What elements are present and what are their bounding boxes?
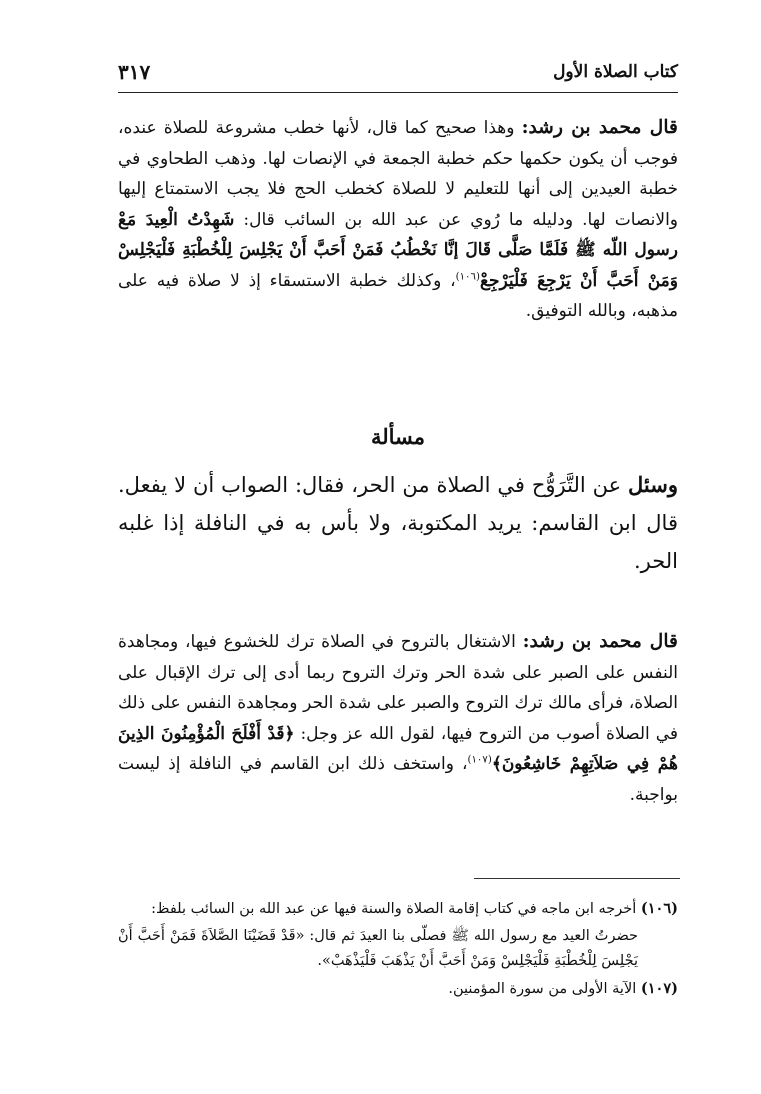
footnote-number: (١٠٦)	[640, 900, 678, 917]
speaker-label: قال محمد بن رشد:	[521, 116, 678, 138]
header-title: كتاب الصلاة الأول	[553, 62, 678, 82]
question-paragraph	[118, 466, 678, 580]
commentary-paragraph-2	[118, 626, 678, 810]
paragraph-text-part: وهذا صحيح كما قال، لأنها خطب مشروعة للصلاة عنده، فوجب أن يكون حكمها حكم خطبة الجمعة في الإنصات لها. وذهب الطحاوي في خطبة العيدين إلى أنها للتعليم لا للصلاة كخطب الحج فلا يجب الاستمتاع إليها والانصات لها. ودليله ما رُوي عن عبد الله بن السائب قال:	[118, 118, 678, 230]
footnote-reference: (١٠٧)	[467, 754, 492, 766]
footnote-divider	[474, 878, 680, 879]
paragraph-text	[118, 466, 678, 580]
lead-word: وسئل	[628, 472, 678, 497]
speaker-label: قال محمد بن رشد:	[522, 630, 678, 652]
footnote-text: الآية الأولى من سورة المؤمنين.	[448, 981, 641, 997]
quran-quote: ﴿قَدْ أَفْلَحَ الْمُؤْمِنُونَ الذِينَ هُمْ فِي صَلاَتِهِمْ خَاشِعُونَ﴾	[118, 723, 679, 774]
footnote-reference: (١٠٦)	[455, 270, 480, 282]
hadith-quote: شَهِدْتُ الْعِيدَ مَعْ رسول اللّه ﷺ فَلَمَّا صَلَّى قَالَ إنَّا نَخْطُبُ فَمَنْ أَحَبَّ أَنْ يَجْلِسَ لِلْخُطْبَةِ فَلْيَجْلِسْ وَمَنْ أَحَبَّ أَنْ يَرْجِعَ فَلْيَرْجِعْ	[118, 209, 678, 291]
footnote-number: (١٠٧)	[640, 980, 678, 997]
footnote	[118, 896, 678, 922]
section-heading: مسألة	[370, 424, 426, 449]
commentary-paragraph-1	[118, 112, 678, 327]
paragraph-text	[118, 112, 678, 327]
footnote-text: أخرجه ابن ماجه في كتاب إقامة الصلاة والسنة فيها عن عبد الله بن السائب بلفظ:	[151, 901, 641, 917]
paragraph-text-part: ، واستخف ذلك ابن القاسم في النافلة إذ ليست بواجبة.	[118, 754, 678, 805]
page-number: ٣١٧	[118, 60, 151, 84]
footnote	[118, 976, 678, 1002]
footnotes	[118, 896, 678, 1004]
paragraph-text-part: الاشتغال بالتروح في الصلاة ترك للخشوع فيها، ومجاهدة النفس على الصبر على شدة الحر وترك التروح ربما أدى إلى ترك الإقبال على الصلاة، فرأى مالك ترك التروح والصبر على شدة الحر ومجاهدة النفس على ذلك في الصلاة أصوب من التروح فيها، لقول الله عز وجل:	[118, 632, 679, 744]
running-header	[118, 60, 678, 93]
paragraph-text-part: عن التَّرَوُّح في الصلاة من الحر، فقال: الصواب أن لا يفعل. قال ابن القاسم: يريد المكتوبة، ولا بأس به في النافلة إذا غلبه الحر.	[118, 473, 678, 573]
paragraph-text-part: ، وكذلك خطبة الاستسقاء إذ لا صلاة فيه على مذهبه، وبالله التوفيق.	[118, 270, 678, 321]
footnote-continuation: حضرتُ العيد مع رسول الله ﷺ فصلّى بنا العيدَ ثم قال: «قَدْ قَضَيْنَا الصَّلاَةَ فَمَنْ أَحَبَّ أَنْ يَجْلِسَ لِلْخُطْبَةِ فَلْيَجْلِسْ وَمَنْ أَحَبَّ أَنْ يَذْهَبَ فَلْيَذْهَبْ».	[118, 928, 638, 969]
paragraph-text	[118, 626, 678, 810]
